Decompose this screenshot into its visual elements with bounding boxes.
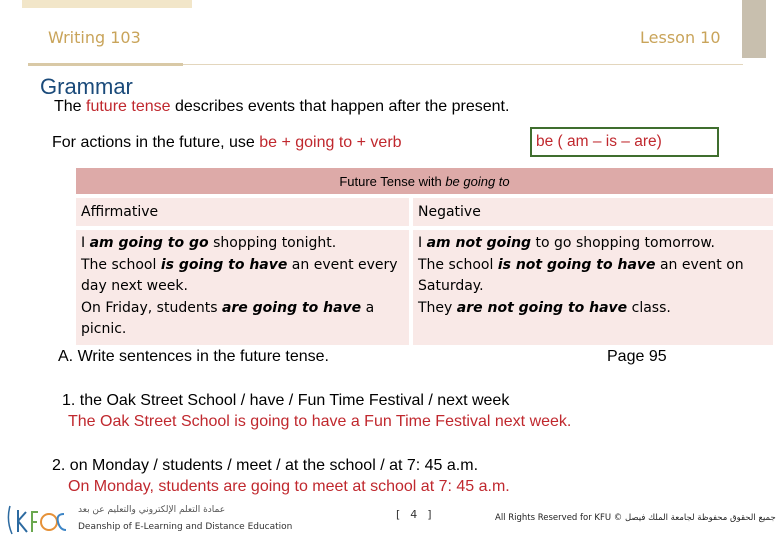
negative-examples bbox=[413, 230, 773, 345]
copyright-notice: All Rights Reserved for KFU © جميع الحقوق محفوظة لجامعة الملك فيصل bbox=[495, 513, 776, 523]
affirmative-example: The school is going to have an event every day next week. bbox=[81, 256, 398, 294]
future-tense-term: future tense bbox=[86, 98, 171, 115]
course-title: Writing 103 bbox=[48, 28, 141, 47]
negative-example: The school is not going to have an event on Saturday. bbox=[418, 256, 744, 294]
negative-example: I am not going to go shopping tomorrow. bbox=[418, 235, 715, 251]
lesson-title: Lesson 10 bbox=[640, 28, 721, 47]
exercise-answer: The Oak Street School is going to have a Fun Time Festival next week. bbox=[68, 413, 572, 430]
usage-formula: be + going to + verb bbox=[259, 134, 402, 151]
col-header-negative: Negative bbox=[413, 198, 773, 226]
slide-title: Grammar bbox=[40, 74, 133, 99]
header-divider-accent bbox=[28, 63, 183, 66]
be-forms-box: be ( am – is – are) bbox=[530, 127, 719, 157]
affirmative-examples bbox=[76, 230, 409, 345]
deanship-name: Deanship of E-Learning and Distance Education bbox=[78, 522, 293, 532]
table-caption: Future Tense with be going to bbox=[76, 168, 773, 194]
exercise-answer: On Monday, students are going to meet at school at 7: 45 a.m. bbox=[68, 478, 510, 495]
future-tense-table bbox=[76, 168, 773, 345]
affirmative-example: On Friday, students are going to have a picnic. bbox=[81, 299, 375, 337]
affirmative-example: I am going to go shopping tonight. bbox=[81, 235, 337, 251]
exercise-instruction: A. Write sentences in the future tense. bbox=[58, 348, 329, 365]
exercise-prompt: 2. on Monday / students / meet / at the school / at 7: 45 a.m. bbox=[52, 457, 479, 474]
col-header-affirmative: Affirmative bbox=[76, 198, 409, 226]
header-decoration bbox=[22, 0, 192, 8]
intro-sentence: The future tense describes events that happen after the present. bbox=[54, 98, 510, 115]
page-reference: Page 95 bbox=[607, 348, 667, 365]
corner-decoration bbox=[742, 0, 766, 58]
usage-rule: For actions in the future, use be + going to + verb bbox=[52, 134, 402, 151]
exercise-prompt: 1. the Oak Street School / have / Fun Time Festival / next week bbox=[62, 392, 510, 409]
kfu-logo-icon bbox=[4, 500, 74, 540]
page-number: [ 4 ] bbox=[396, 508, 433, 521]
negative-example: They are not going to have class. bbox=[418, 299, 671, 316]
deanship-arabic: عمادة التعلم الإلكتروني والتعليم عن بعد bbox=[78, 505, 226, 515]
